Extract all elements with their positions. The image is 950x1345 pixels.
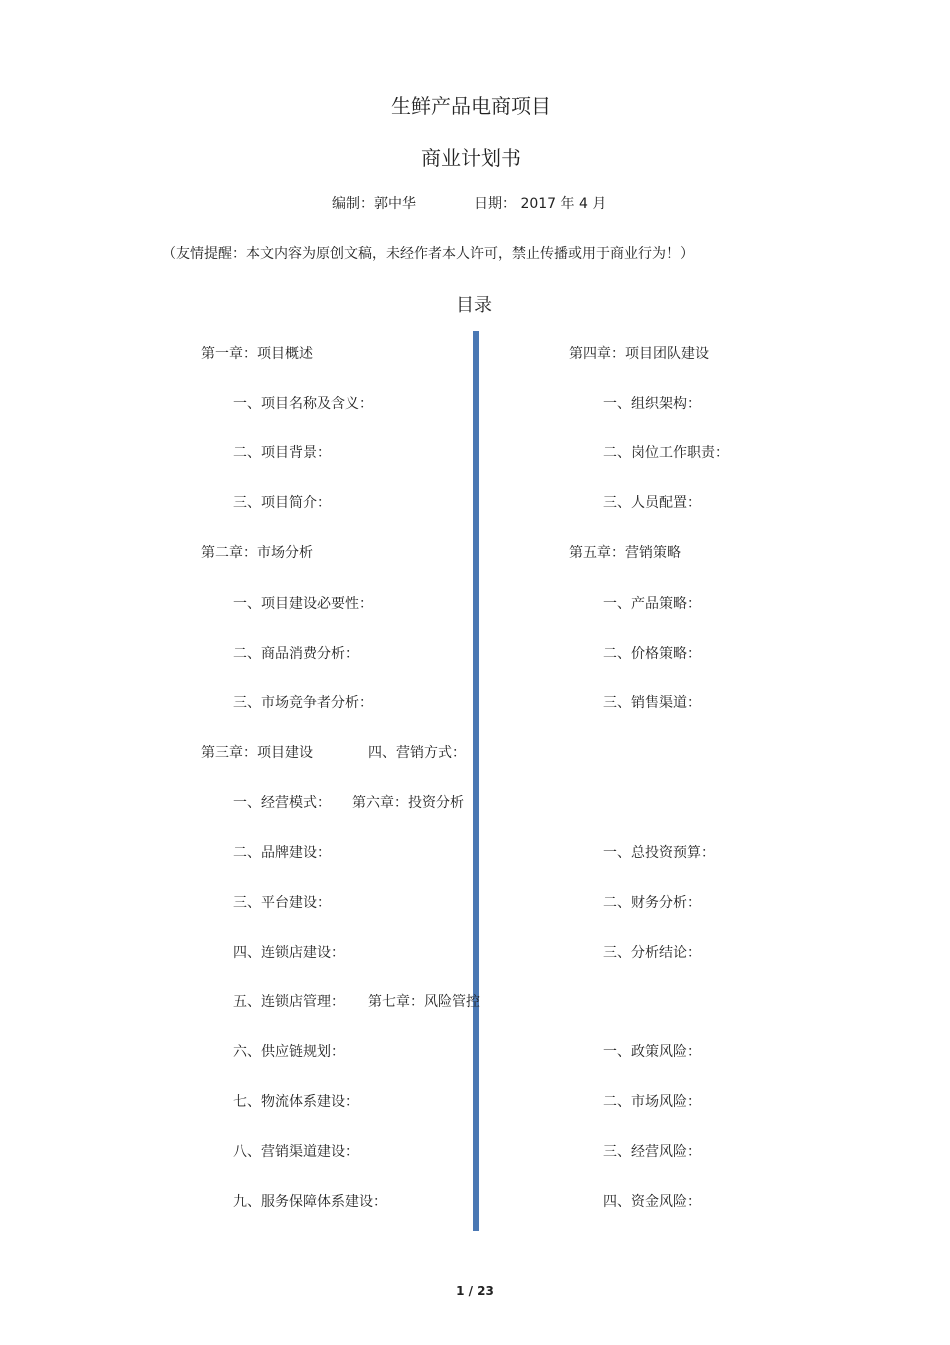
toc-item: 二、商品消费分析：	[233, 646, 359, 662]
toc-item: 二、价格策略：	[603, 646, 701, 662]
copyright-notice: （友情提醒：本文内容为原创文稿，未经作者本人许可，禁止传播或用于商业行为！）	[162, 246, 694, 262]
toc-item: 八、营销渠道建设：	[233, 1144, 359, 1160]
document-subtitle: 商业计划书	[421, 146, 521, 170]
toc-item: 三、分析结论：	[603, 945, 701, 961]
toc-item: 四、营销方式：	[368, 745, 466, 761]
toc-chapter-3: 第三章：项目建设	[201, 745, 313, 761]
toc-item: 三、销售渠道：	[603, 695, 701, 711]
page-number: 1 / 23	[456, 1284, 494, 1298]
toc-item: 九、服务保障体系建设：	[233, 1194, 387, 1210]
toc-chapter-7: 第七章：风险管控	[368, 994, 480, 1010]
toc-item: 七、物流体系建设：	[233, 1094, 359, 1110]
toc-item: 三、平台建设：	[233, 895, 331, 911]
toc-item: 二、岗位工作职责：	[603, 445, 729, 461]
toc-item: 三、市场竞争者分析：	[233, 695, 373, 711]
toc-item: 四、连锁店建设：	[233, 945, 345, 961]
toc-item: 二、市场风险：	[603, 1094, 701, 1110]
toc-item: 四、资金风险：	[603, 1194, 701, 1210]
toc-item: 一、总投资预算：	[603, 845, 715, 861]
document-title: 生鲜产品电商项目	[391, 94, 551, 118]
toc-chapter-5: 第五章：营销策略	[569, 545, 681, 561]
toc-item: 六、供应链规划：	[233, 1044, 345, 1060]
column-divider	[473, 331, 479, 1231]
toc-chapter-1: 第一章：项目概述	[201, 346, 313, 362]
toc-item: 一、政策风险：	[603, 1044, 701, 1060]
toc-item: 二、项目背景：	[233, 445, 331, 461]
toc-item: 一、组织架构：	[603, 396, 701, 412]
toc-heading: 目录	[456, 295, 492, 316]
toc-item: 二、品牌建设：	[233, 845, 331, 861]
toc-chapter-2: 第二章：市场分析	[201, 545, 313, 561]
toc-item: 一、项目建设必要性：	[233, 596, 373, 612]
toc-item: 一、项目名称及含义：	[233, 396, 373, 412]
toc-chapter-4: 第四章：项目团队建设	[569, 346, 709, 362]
toc-item: 一、经营模式：	[233, 795, 331, 811]
toc-item: 二、财务分析：	[603, 895, 701, 911]
toc-item: 五、连锁店管理：	[233, 994, 345, 1010]
toc-item: 三、人员配置：	[603, 495, 701, 511]
date-line: 日期： 2017 年 4 月	[474, 196, 607, 212]
author-line: 编制：郭中华	[332, 196, 416, 212]
toc-item: 三、经营风险：	[603, 1144, 701, 1160]
toc-item: 一、产品策略：	[603, 596, 701, 612]
toc-chapter-6: 第六章：投资分析	[352, 795, 464, 811]
toc-item: 三、项目简介：	[233, 495, 331, 511]
